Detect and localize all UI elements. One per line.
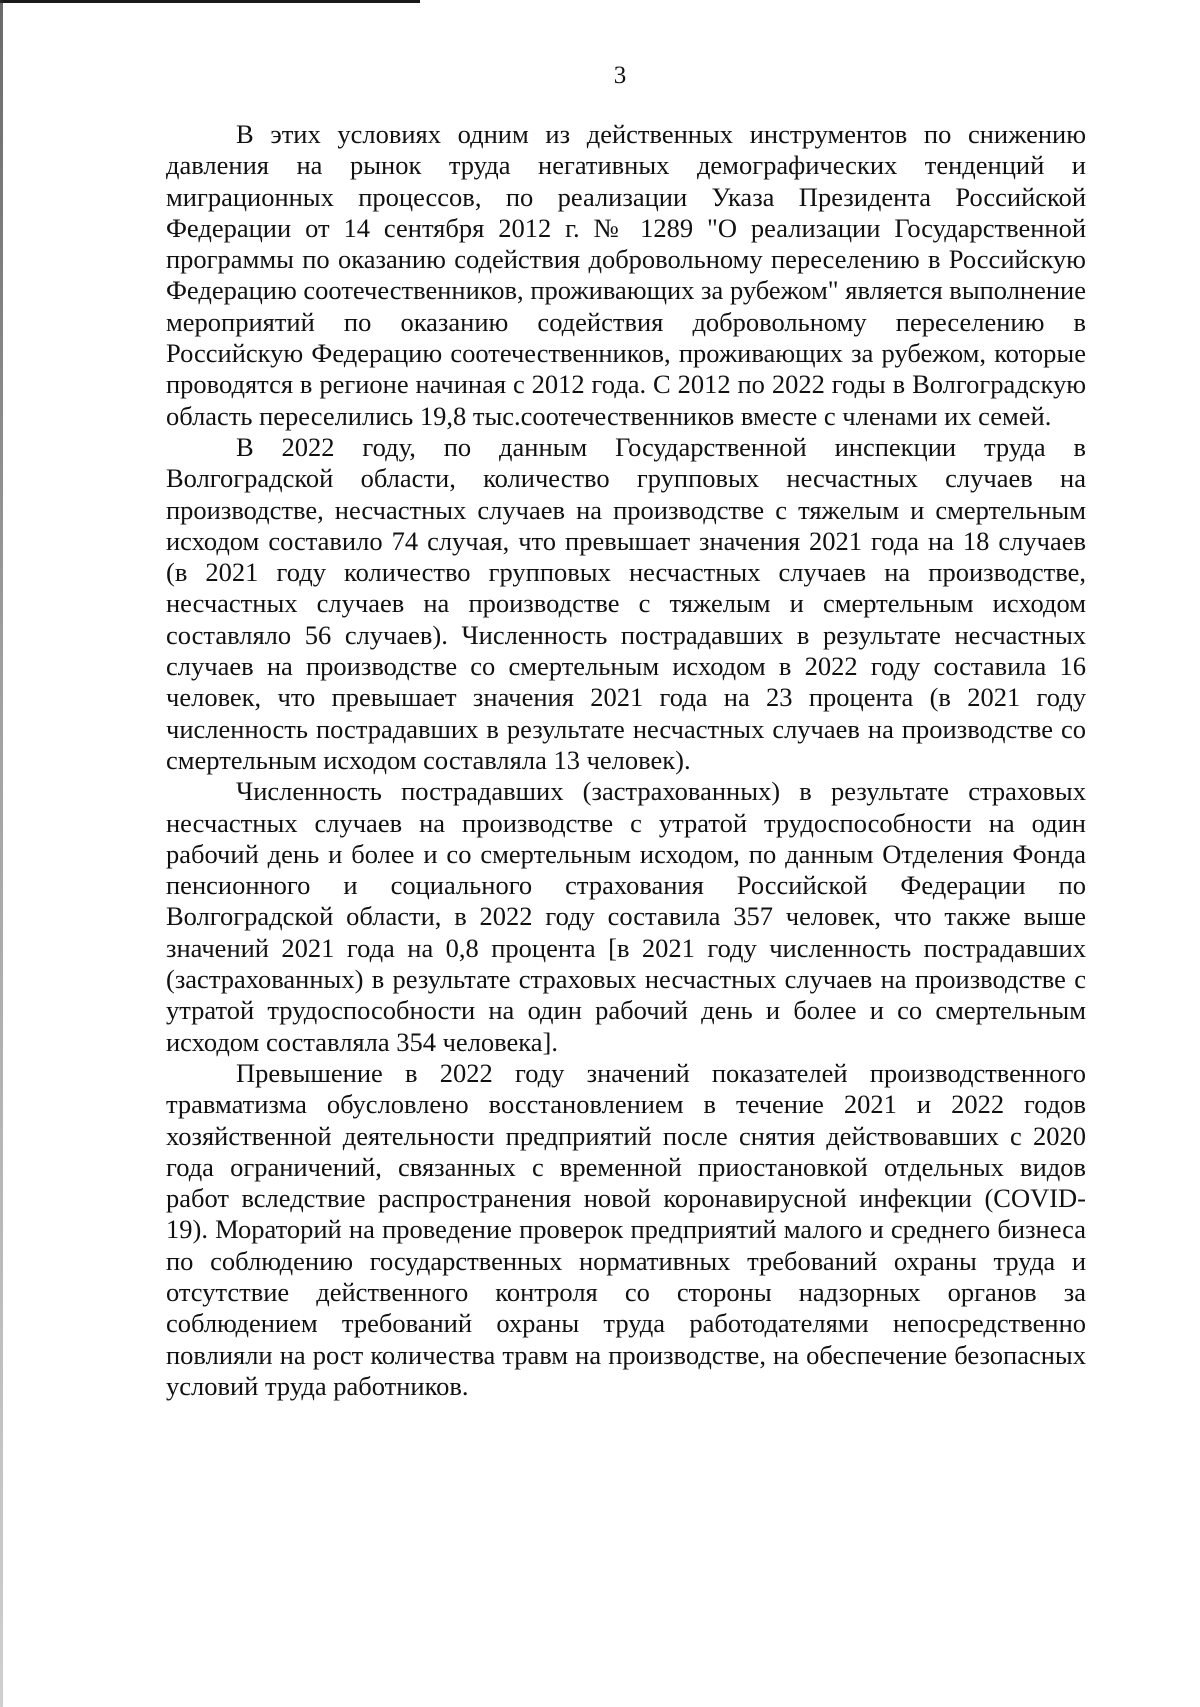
scan-edge-mark	[0, 0, 420, 3]
paragraph-labor-inspection-accidents: В 2022 году, по данным Государственной инспекции труда в Волгоградской области, количество групповых несчастных случаев на производстве, несчастных случаев на производстве с тяжелым и смертельным исходом составило 74 случая, что превышает значения 2021 года на 18 случаев (в 2021 году количество групповых несчастных случаев на производстве, несчастных случаев на производстве с тяжелым и смертельным исходом составляло 56 случаев). Численность пострадавших в результате несчастных случаев на производстве со смертельным исходом в 2022 году составила 16 человек, что превышает значения 2021 года на 23 процента (в 2021 году численность пострадавших в результате несчастных случаев на производстве со смертельным исходом составляла 13 человек).	[166, 431, 1086, 775]
paragraph-injury-increase-reasons: Превышение в 2022 году значений показателей производственного травматизма обусловлено восстановлением в течение 2021 и 2022 годов хозяйственной деятельности предприятий после снятия действовавших с 2020 года ограничений, связанных с временной приостановкой отдельных видов работ вследствие распространения новой коронавирусной инфекции (COVID-19). Мораторий на проведение проверок предприятий малого и среднего бизнеса по соблюдению государственных нормативных требований охраны труда и отсутствие действенного контроля со стороны надзорных органов за соблюдением требований охраны труда работодателями непосредственно повлияли на рост количества травм на производстве, на обеспечение безопасных условий труда работников.	[166, 1057, 1086, 1401]
scan-shadow	[0, 0, 3, 1707]
document-body	[166, 119, 1086, 1402]
paragraph-insured-victims: Численность пострадавших (застрахованных) в результате страховых несчастных случаев на производстве с утратой трудоспособности на один рабочий день и более и со смертельным исходом, по данным Отделения Фонда пенсионного и социального страхования Российской Федерации по Волгоградской области, в 2022 году составила 357 человек, что также выше значений 2021 года на 0,8 процента [в 2021 году численность пострадавших (застрахованных) в результате страховых несчастных случаев на производстве с утратой трудоспособности на один рабочий день и более и со смертельным исходом составляла 354 человека].	[166, 776, 1086, 1057]
page-number: 3	[613, 62, 627, 89]
paragraph-compatriots-resettlement: В этих условиях одним из действенных инструментов по снижению давления на рынок труда негативных демографических тенденций и миграционных процессов, по реализации Указа Президента Российской Федерации от 14 сентября 2012 г. № 1289 "О реализации Государственной программы по оказанию содействия добровольному переселению в Российскую Федерацию соотечественников, проживающих за рубежом" является выполнение мероприятий по оказанию содействия добровольному переселению в Российскую Федерацию соотечественников, проживающих за рубежом, которые проводятся в регионе начиная с 2012 года. С 2012 по 2022 годы в Волгоградскую область переселились 19,8 тыс.соотечественников вместе с членами их семей.	[166, 119, 1086, 431]
